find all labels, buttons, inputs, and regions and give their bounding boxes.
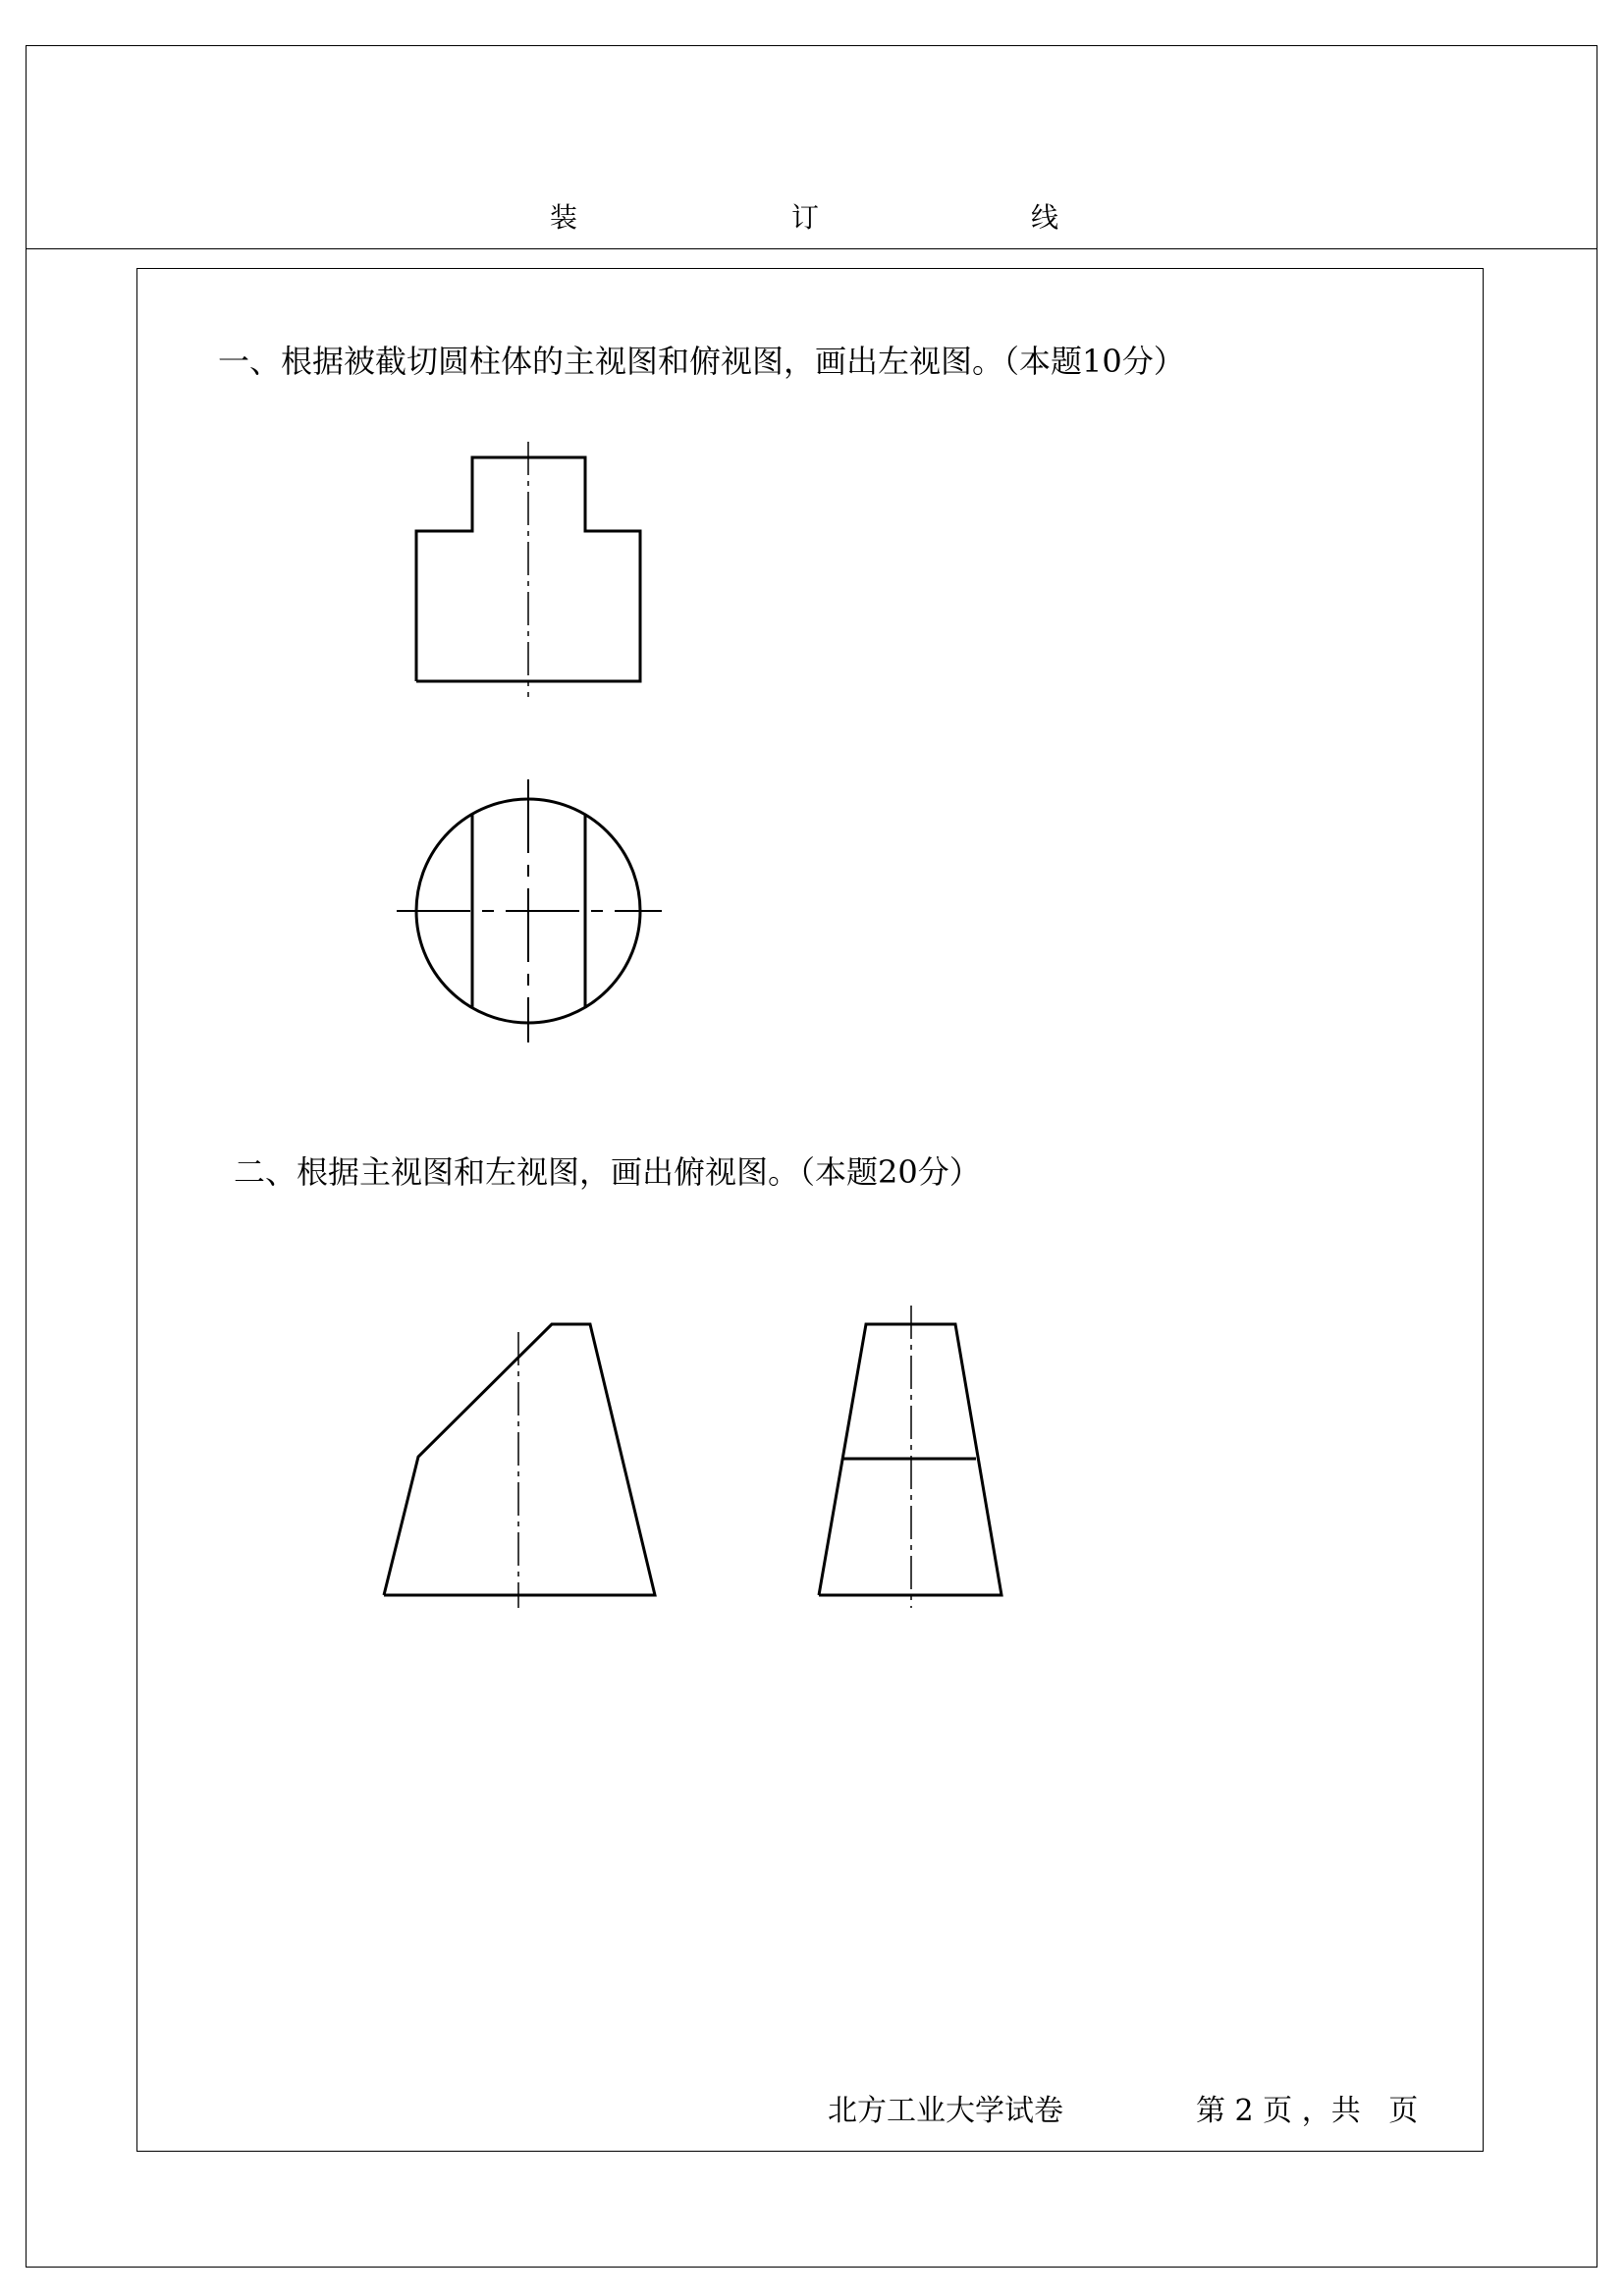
question-1-text: 一、根据被截切圆柱体的主视图和俯视图，画出左视图。（本题10分） [218, 343, 1185, 380]
binding-char-zhuang: 装 [550, 201, 578, 234]
footer-school-name: 北方工业大学试卷 [828, 2094, 1063, 2128]
q1-front-view [416, 442, 640, 697]
binding-char-ding: 订 [791, 201, 820, 234]
binding-char-xian: 线 [1031, 201, 1059, 234]
q2-left-view [819, 1306, 1001, 1608]
footer-page-info: 第 2 页 ，共 页 [1196, 2094, 1419, 2128]
question-2-text: 二、根据主视图和左视图，画出俯视图。（本题20分） [234, 1153, 981, 1191]
q1-top-view [397, 779, 662, 1042]
q2-front-view [384, 1324, 655, 1608]
